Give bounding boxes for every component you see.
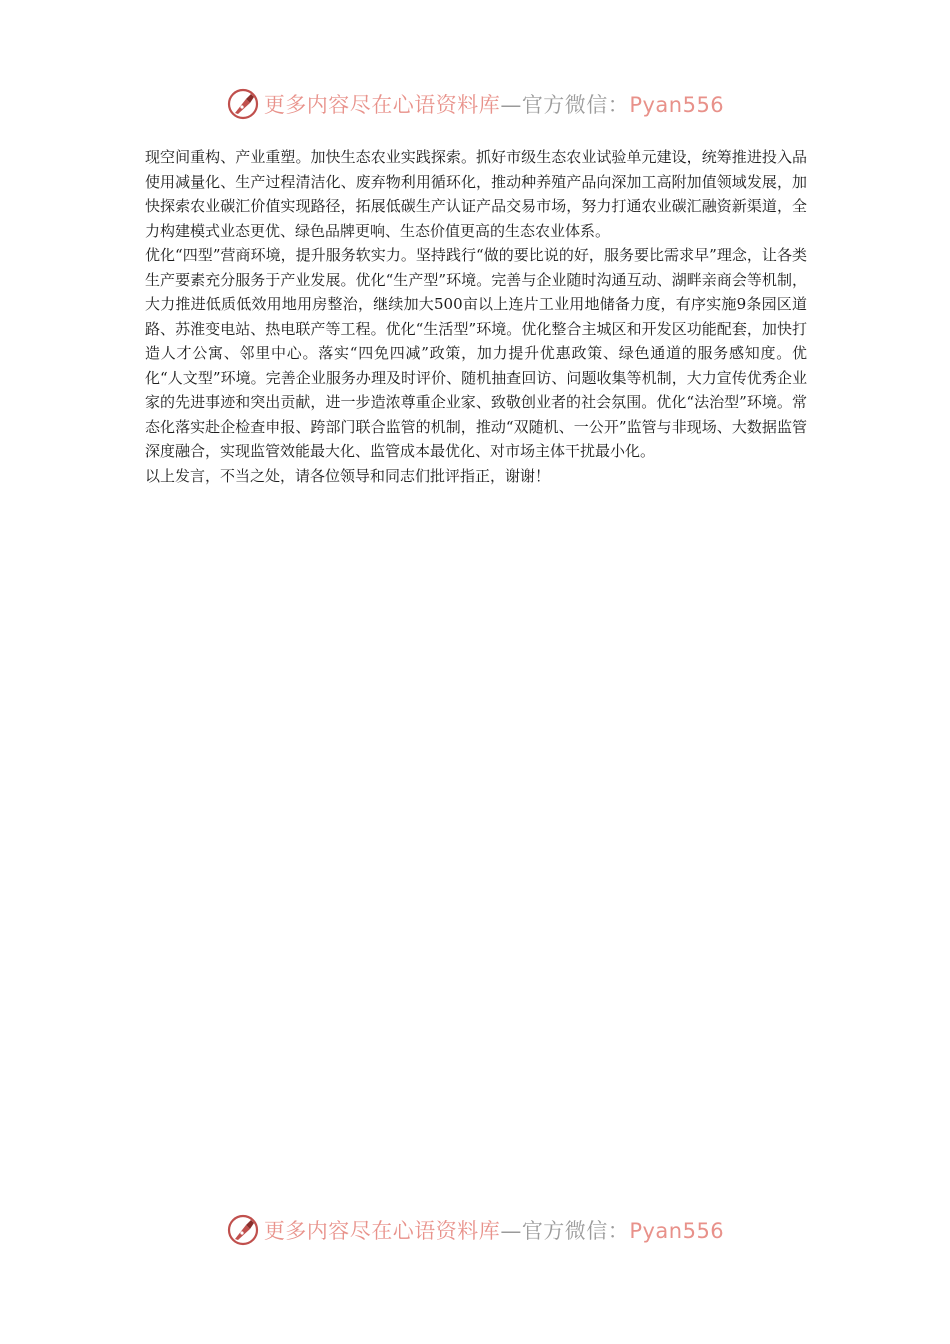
pen-nib-logo-icon [226, 87, 260, 121]
watermark-sub: 官方微信： [521, 1219, 630, 1243]
paragraph-business-environment: 优化“四型”营商环境，提升服务软实力。坚持践行“做的要比说的好，服务要比需求早”理念，让各类生产要素充分服务于产业发展。优化“生产型”环境。完善与企业随时沟通互动、湖畔亲商会等机制，大力推进低质低效用地用房整治，继续加大500亩以上连片工业用地储备力度，有序实施9条园区道路、苏淮变电站、热电联产等工程。优化“生活型”环境。优化整合主城区和开发区功能配套，加快打造人才公寓、邻里中心。落实“四免四减”政策，加力提升优惠政策、绿色通道的服务感知度。优化“人文型”环境。完善企业服务办理及时评价、随机抽查回访、问题收集等机制，大力宣传优秀企业家的先进事迹和突出贡献，进一步造浓尊重企业家、致敬创业者的社会氛围。优化“法治型”环境。常态化落实赴企检查申报、跨部门联合监管的机制，推动“双随机、一公开”监管与非现场、大数据监管深度融合，实现监管效能最大化、监管成本最优化、对市场主体干扰最小化。 [145, 246, 807, 460]
watermark-text [264, 1215, 724, 1245]
footer-watermark [0, 1210, 950, 1250]
pen-nib-logo-icon [226, 1213, 260, 1247]
paragraph-closing: 以上发言，不当之处，请各位领导和同志们批评指正，谢谢！ [145, 466, 551, 485]
watermark-dash: — [500, 1219, 522, 1243]
watermark-dash: — [500, 93, 522, 117]
watermark-id: Pyan556 [629, 1219, 725, 1243]
watermark-main: 更多内容尽在心语资料库 [263, 93, 501, 117]
paragraph-ecological-agriculture: 现空间重构、产业重塑。加快生态农业实践探索。抓好市级生态农业试验单元建设，统筹推进投入品使用减量化、生产过程清洁化、废弃物利用循环化，推动种养殖产品向深加工高附加值领域发展，加快探索农业碳汇价值实现路径，拓展低碳生产认证产品交易市场，努力打通农业碳汇融资新渠道，全力构建模式业态更优、绿色品牌更响、生态价值更高的生态农业体系。 [145, 148, 807, 240]
document-body [145, 145, 807, 488]
watermark-main: 更多内容尽在心语资料库 [263, 1219, 501, 1243]
watermark-text [264, 89, 724, 119]
watermark-sub: 官方微信： [521, 93, 630, 117]
watermark-id: Pyan556 [629, 93, 725, 117]
header-watermark [0, 84, 950, 124]
